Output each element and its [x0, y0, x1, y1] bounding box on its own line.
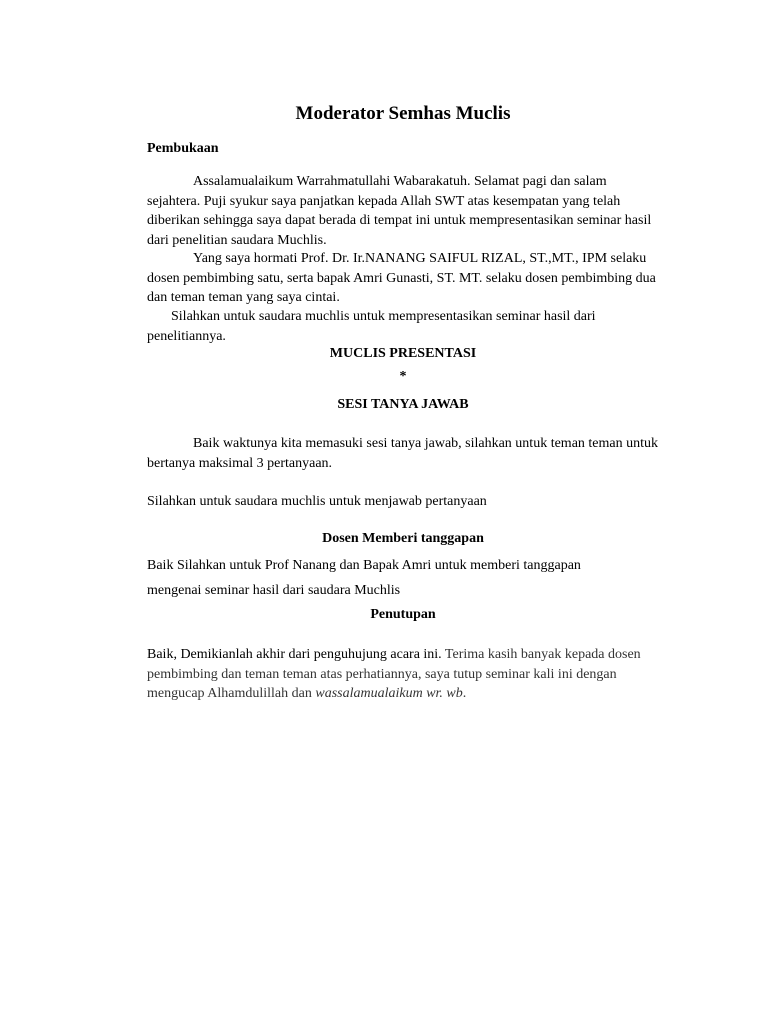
response-line-1: Baik Silahkan untuk Prof Nanang dan Bapak Amri untuk memberi tanggapan: [147, 558, 581, 573]
closing-text-start: Baik, Demikianlah akhir dari penguhujung acara ini.: [147, 647, 442, 662]
closing-text-end: .: [462, 686, 467, 701]
qa-paragraph-1: Baik waktunya kita memasuki sesi tanya jawab, silahkan untuk teman teman untuk bertanya maksimal 3 pertanyaan.: [147, 436, 659, 471]
opening-paragraph-1: Assalamualaikum Warrahmatullahi Wabarakatuh. Selamat pagi dan salam sejahtera. Puji syukur saya panjatkan kepada Allah SWT atas kesempatan yang telah diberikan sehingga saya dapat berada di tempat ini untuk mempresentasikan seminar hasil dari penelitian saudara Muchlis.: [147, 174, 652, 248]
document-title: Moderator Semhas Muclis: [295, 103, 511, 124]
document-page: [147, 0, 659, 1024]
qa-paragraph-2: Silahkan untuk saudara muchlis untuk menjawab pertanyaan: [147, 494, 487, 509]
opening-paragraph-2: Yang saya hormati Prof. Dr. Ir.NANANG SAIFUL RIZAL, ST.,MT., IPM selaku dosen pembimbing satu, serta bapak Amri Gunasti, ST. MT. selaku dosen pembimbing dua dan teman teman yang saya cintai.: [147, 251, 656, 305]
closing-paragraph: [147, 645, 659, 704]
response-line-2: mengenai seminar hasil dari saudara Muchlis: [147, 583, 401, 598]
closing-text-italic: wassalamualaikum wr. wb: [315, 686, 463, 701]
qa-heading: SESI TANYA JAWAB: [337, 397, 469, 412]
response-heading: Dosen Memberi tanggapan: [322, 531, 484, 546]
opening-heading: Pembukaan: [147, 141, 219, 156]
closing-text-middle: Terima kasih banyak kepada dosen pembimbing dan teman teman atas perhatiannya, saya tutup seminar kali ini dengan mengucap Alhamdulillah dan: [147, 647, 641, 701]
opening-paragraph-3: Silahkan untuk saudara muchlis untuk mempresentasikan seminar hasil dari penelitiannya.: [147, 309, 596, 344]
closing-heading: Penutupan: [370, 607, 436, 622]
separator-asterisk: *: [399, 369, 407, 384]
presentation-heading: MUCLIS PRESENTASI: [329, 346, 477, 361]
